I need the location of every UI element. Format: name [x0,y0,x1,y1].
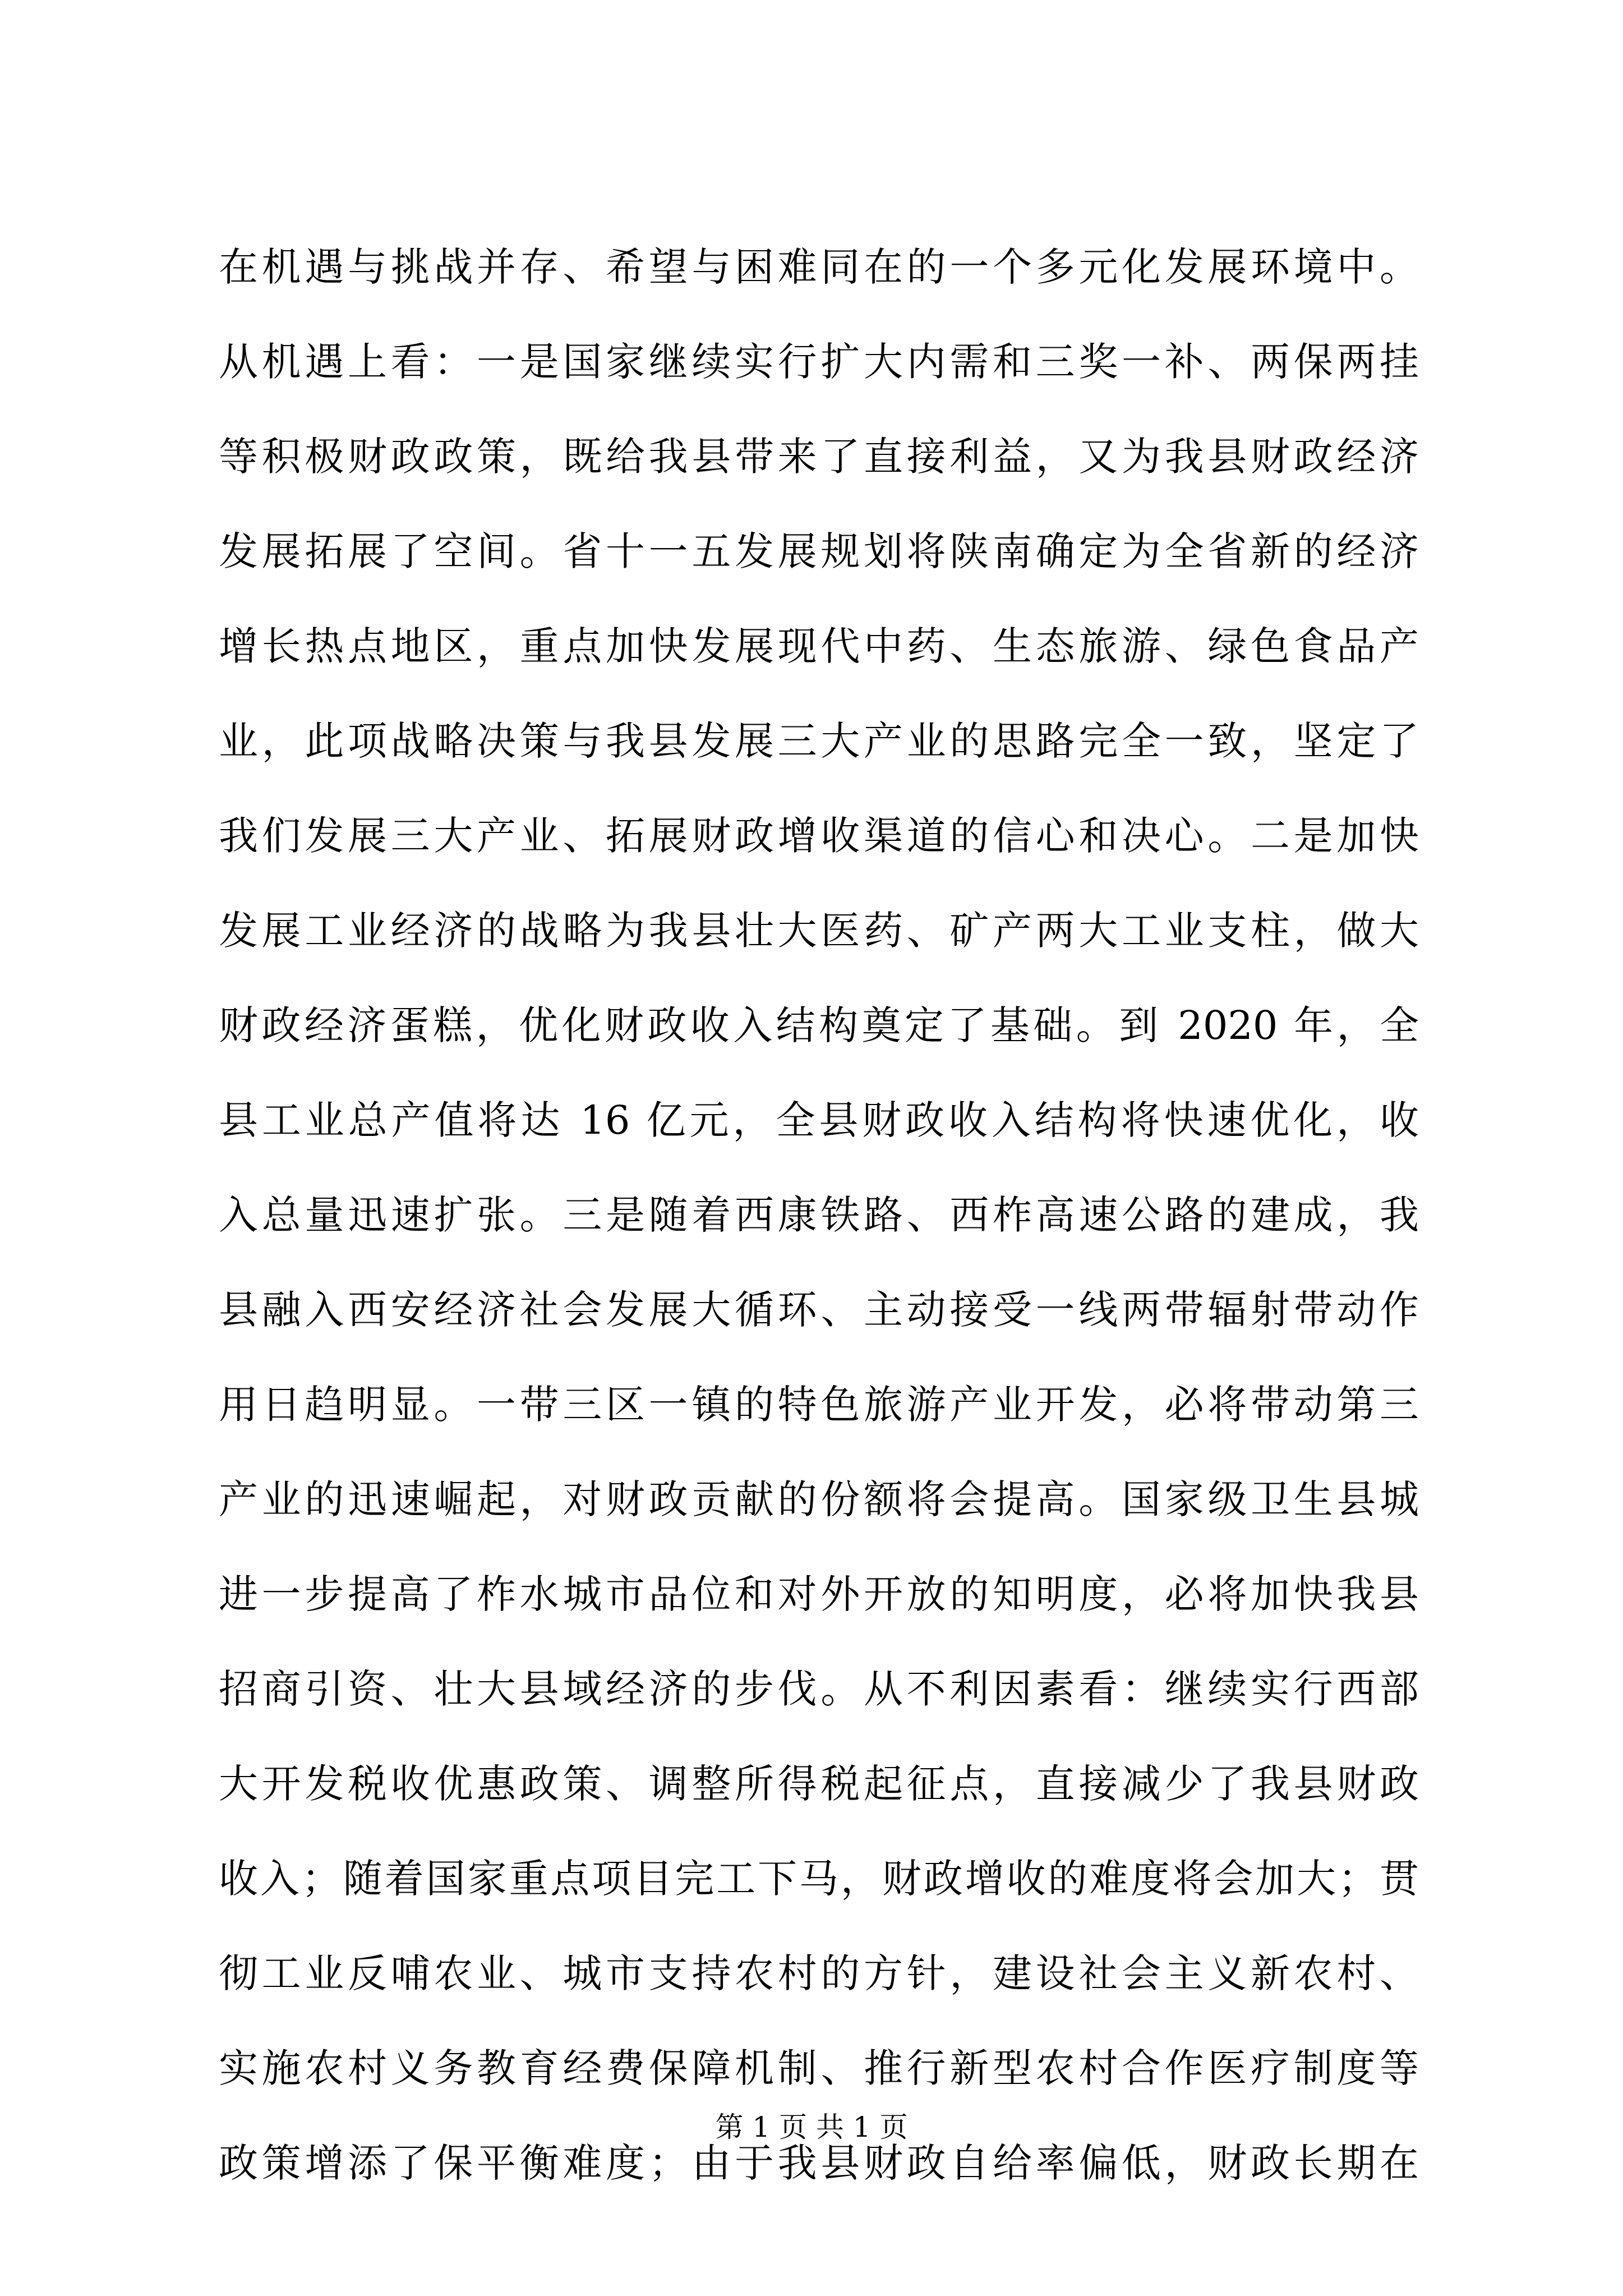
text-line: 政策增添了保平衡难度；由于我县财政自给率偏低，财政长期在 [219,2140,1419,2186]
text-line: 增长热点地区，重点加快发展现代中药、生态旅游、绿色食品产 [219,623,1419,669]
text-line: 等积极财政政策，既给我县带来了直接利益，又为我县财政经济 [219,434,1419,480]
text-line: 彻工业反哺农业、城市支持农村的方针，建设社会主义新农村、 [219,1950,1419,1996]
text-line: 实施农村义务教育经费保障机制、推行新型农村合作医疗制度等 [219,2045,1419,2091]
text-line: 入总量迅速扩张。三是随着西康铁路、西柞高速公路的建成，我 [219,1192,1419,1238]
text-line: 县工业总产值将达 16 亿元，全县财政收入结构将快速优化，收 [219,1097,1419,1143]
text-line: 我们发展三大产业、拓展财政增收渠道的信心和决心。二是加快 [219,813,1419,859]
text-line: 收入；随着国家重点项目完工下马，财政增收的难度将会加大；贯 [219,1856,1419,1902]
text-line: 进一步提高了柞水城市品位和对外开放的知明度，必将加快我县 [219,1571,1419,1617]
page-number-label: 第 1 页 共 1 页 [715,2111,908,2143]
text-line: 在机遇与挑战并存、希望与困难同在的一个多元化发展环境中。 [219,244,1419,290]
text-line: 产业的迅速崛起，对财政贡献的份额将会提高。国家级卫生县城 [219,1476,1419,1522]
text-line: 发展拓展了空间。省十一五发展规划将陕南确定为全省新的经济 [219,528,1419,574]
text-line: 财政经济蛋糕，优化财政收入结构奠定了基础。到 2020 年，全 [219,1002,1419,1048]
text-line: 大开发税收优惠政策、调整所得税起征点，直接减少了我县财政 [219,1761,1419,1807]
text-line: 县融入西安经济社会发展大循环、主动接受一线两带辐射带动作 [219,1287,1419,1333]
text-line: 从机遇上看：一是国家继续实行扩大内需和三奖一补、两保两挂 [219,339,1419,385]
text-line: 业，此项战略决策与我县发展三大产业的思路完全一致，坚定了 [219,718,1419,764]
text-line: 发展工业经济的战略为我县壮大医药、矿产两大工业支柱，做大 [219,908,1419,954]
page-footer [0,2105,1623,2145]
body-paragraph [219,220,1419,2211]
text-line: 招商引资、壮大县域经济的步伐。从不利因素看：继续实行西部 [219,1666,1419,1712]
text-line: 用日趋明显。一带三区一镇的特色旅游产业开发，必将带动第三 [219,1382,1419,1428]
